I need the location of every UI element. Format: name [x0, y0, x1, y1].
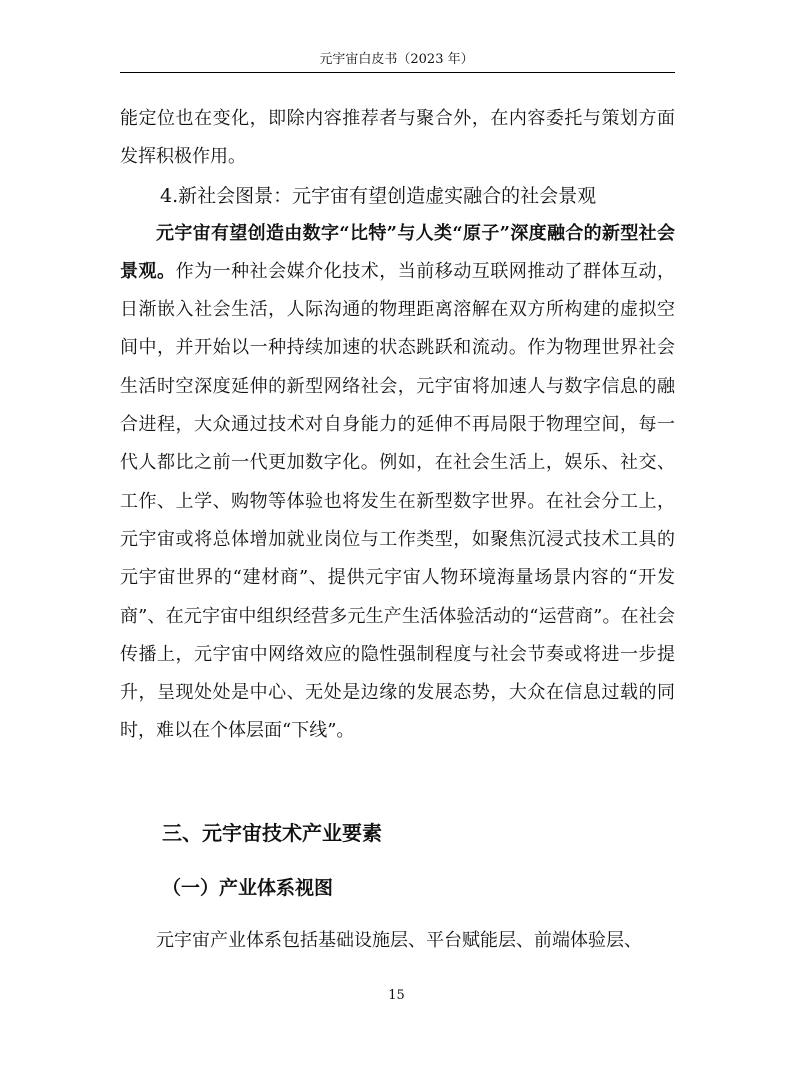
intro-paragraph-block — [120, 922, 675, 960]
chapter-heading-block — [120, 815, 675, 851]
page-number: 15 — [388, 988, 405, 1003]
intro-paragraph: 元宇宙产业体系包括基础设施层、平台赋能层、前端体验层、 — [156, 930, 642, 951]
running-header: 元宇宙白皮书（2023 年） — [319, 52, 474, 67]
main-paragraph — [120, 215, 675, 751]
header-rule — [120, 72, 675, 73]
continued-paragraph: 能定位也在变化，即除内容推荐者与聚合外，在内容委托与策划方面发挥积极作用。 — [120, 108, 675, 168]
section-subheading: 4.新社会图景：元宇宙有望创造虚实融合的社会景观 — [160, 184, 597, 207]
main-paragraph-text: 作为一种社会媒介化技术，当前移动互联网推动了群体互动，日渐嵌入社会生活，人际沟通的物理距离溶解在双方所构建的虚拟空间中，并开始以一种持续加速的状态跳跃和流动。作为物理世界社会生活时空深度延伸的新型网络社会，元宇宙将加速人与数字信息的融合进程，大众通过技术对自身能力的延伸不再局限于物理空间，每一代人都比之前一代更加数字化。例如，在社会生活上，娱乐、社交、工作、上学、购物等体验也将发生在新型数字世界。在社会分工上，元宇宙或将总体增加就业岗位与工作类型，如聚焦沉浸式技术工具的元宇宙世界的“建材商”、提供元宇宙人物环境海量场景内容的“开发商”、在元宇宙中组织经营多元生产生活体验活动的“运营商”。在社会传播上，元宇宙中网络效应的隐性强制程度与社会节奏或将进一步提升，呈现处处是中心、无处是边缘的发展态势，大众在信息过载的同时，难以在个体层面“下线”。 — [120, 260, 676, 742]
page-body — [120, 100, 675, 751]
subsection-heading-block — [120, 870, 675, 906]
chapter-heading: 三、元宇宙技术产业要素 — [162, 821, 382, 845]
main-paragraph-lead: 元宇宙有望创造由数字“比特”与人类“原子”深度融合的新型社会景观。 — [120, 222, 675, 282]
subsection-heading: （一）产业体系视图 — [162, 877, 334, 899]
